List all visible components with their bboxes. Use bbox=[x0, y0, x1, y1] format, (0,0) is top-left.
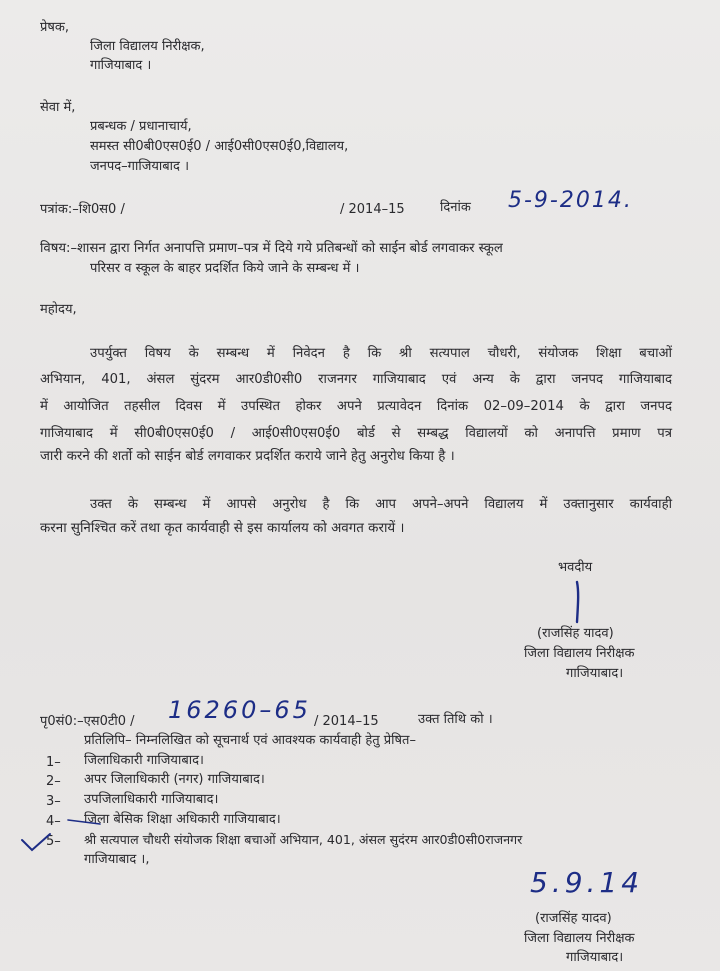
ref-year: / 2014–15 bbox=[340, 202, 405, 217]
subject-line2: परिसर व स्कूल के बाहर प्रदर्शित किये जाने के सम्बन्ध में । bbox=[90, 261, 360, 276]
ref2-year: / 2014–15 bbox=[314, 714, 379, 729]
recipient-line1: प्रबन्धक / प्रधानाचार्य, bbox=[90, 119, 192, 134]
sender-line1: जिला विद्यालय निरीक्षक, bbox=[90, 39, 205, 54]
pen-tick-mark bbox=[14, 808, 104, 858]
signature-mark bbox=[565, 578, 595, 628]
para1-line: उपर्युक्त विषय के सम्बन्ध में निवेदन है कि श्री सत्यपाल चौधरी, संयोजक शिक्षा बचाओं bbox=[90, 346, 672, 361]
signature1-name: (राजसिंह यादव) bbox=[537, 626, 614, 641]
para1-line: अभियान, 401, अंसल सुंदरम आर0डी0सी0 राजनगर गाजियाबाद एवं अन्य के द्वारा जनपद गाजियाबाद bbox=[40, 372, 672, 387]
para2-line: करना सुनिश्चित करें तथा कृत कार्यवाही से इस कार्यालय को अवगत करायें । bbox=[40, 521, 405, 536]
copy-item-text: श्री सत्यपाल चौधरी संयोजक शिक्षा बचाओं अभियान, 401, अंसल सुदंरम आर0डी0सी0राजनगर bbox=[84, 832, 523, 847]
closing: भवदीय bbox=[558, 560, 593, 575]
copy-item-number: 5– bbox=[46, 834, 61, 849]
ref-prefix: पत्रांक:–शि0स0 / bbox=[40, 202, 125, 217]
copy-item-number: 1– bbox=[46, 755, 61, 770]
signature2-title: जिला विद्यालय निरीक्षक bbox=[524, 931, 635, 946]
copy-item-number: 2– bbox=[46, 774, 61, 789]
signature2-place: गाजियाबाद। bbox=[566, 950, 624, 965]
para2-line: उक्त के सम्बन्ध में आपसे अनुरोध है कि आप अपने–अपने विद्यालय में उक्तानुसार कार्यवाही bbox=[90, 497, 672, 512]
recipient-label: सेवा में, bbox=[40, 100, 76, 115]
para1-line: जारी करने की शर्तो को साईन बोर्ड लगवाकर प्रदर्शित कराये जाने हेतु अनुरोध किया है । bbox=[40, 449, 455, 464]
copy-item-continuation: गाजियाबाद ।, bbox=[84, 852, 150, 867]
handwritten-initial-date: 5.9.14 bbox=[530, 866, 644, 899]
signature2-name: (राजसिंह यादव) bbox=[535, 911, 612, 926]
para1-line: गाजियाबाद में सी0बी0एस0ई0 / आई0सी0एस0ई0 बोर्ड से सम्बद्ध विद्यालयों को अनापत्ति प्रमाण पत्र bbox=[40, 426, 672, 441]
sender-label: प्रेषक, bbox=[40, 20, 70, 35]
copy-intro: प्रतिलिपि– निम्नलिखित को सूचनार्थ एवं आवश्यक कार्यवाही हेतु प्रेषित– bbox=[84, 733, 416, 748]
subject-line1: विषय:–शासन द्वारा निर्गत अनापत्ति प्रमाण–पत्र में दिये गये प्रतिबन्धों को साईन बोर्ड लगवाकर स्कूल bbox=[40, 241, 503, 256]
copy-item-number: 4– bbox=[46, 814, 61, 829]
handwritten-ref-number: 16260–65 bbox=[168, 696, 311, 724]
recipient-line2: समस्त सी0बी0एस0ई0 / आई0सी0एस0ई0,विद्यालय, bbox=[90, 139, 349, 154]
sender-line2: गाजियाबाद । bbox=[90, 58, 152, 73]
copy-item-text: जिलाधिकारी गाजियाबाद। bbox=[84, 753, 204, 768]
ref2-prefix: पृ0सं0:–एस0टी0 / bbox=[40, 714, 135, 729]
copy-item-text: जिला बेसिक शिक्षा अधिकारी गाजियाबाद। bbox=[84, 812, 281, 827]
copy-item-text: अपर जिलाधिकारी (नगर) गाजियाबाद। bbox=[84, 772, 265, 787]
handwritten-date: 5-9-2014. bbox=[508, 188, 633, 213]
salutation: महोदय, bbox=[40, 302, 77, 317]
date-label: दिनांक bbox=[440, 200, 471, 215]
copy-item-text: उपजिलाधिकारी गाजियाबाद। bbox=[84, 792, 219, 807]
signature1-title: जिला विद्यालय निरीक्षक bbox=[524, 646, 635, 661]
para1-line: में आयोजित तहसील दिवस में उपस्थित होकर अपने प्रत्यावेदन दिनांक 02–09–2014 के द्वारा जनपद bbox=[40, 399, 672, 414]
signature1-place: गाजियाबाद। bbox=[566, 666, 624, 681]
recipient-line3: जनपद–गाजियाबाद । bbox=[90, 159, 190, 174]
copy-item-number: 3– bbox=[46, 794, 61, 809]
ref2-tail: उक्त तिथि को । bbox=[418, 712, 493, 727]
